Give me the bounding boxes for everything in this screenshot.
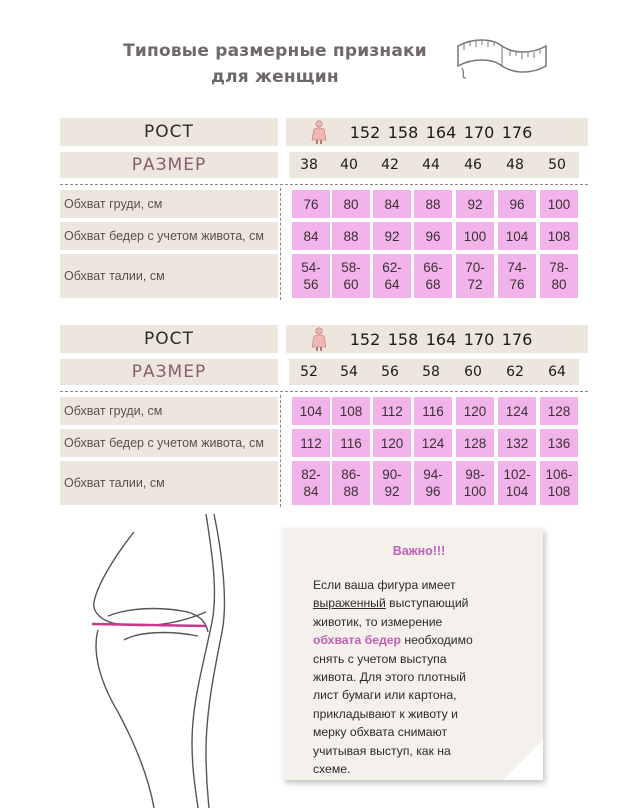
size-value: 50: [548, 157, 566, 173]
dashed-separator: [60, 391, 588, 392]
title-line-1: Типовые размерные признаки: [123, 41, 427, 61]
note-highlight: обхвата бедер: [313, 633, 401, 648]
note-segment: животик, то измерение: [313, 614, 443, 629]
measure-cell: 92: [456, 190, 494, 218]
note-segment: выступающий: [385, 596, 469, 611]
measure-cell: 96: [414, 222, 452, 250]
size-value: 42: [381, 157, 399, 173]
measure-cell: 70- 72: [456, 254, 494, 298]
note-line: [313, 742, 523, 760]
measure-cell: 124: [498, 397, 536, 425]
measure-cell: 100: [540, 190, 578, 218]
height-value: 164: [425, 330, 457, 349]
size-label: РАЗМЕР: [131, 155, 207, 175]
measure-cell: 98- 100: [456, 461, 494, 505]
measure-cell: 84: [292, 222, 330, 250]
height-label: РОСТ: [144, 329, 194, 349]
note-line: [313, 705, 523, 723]
measure-cell: 76: [292, 190, 330, 218]
note-underlined: выраженный: [313, 596, 386, 611]
size-value: 56: [381, 364, 399, 380]
note-line: [313, 668, 523, 686]
size-value: 58: [422, 364, 440, 380]
measure-cell: 116: [332, 429, 370, 457]
note-segment: необходимо: [400, 633, 473, 648]
height-value: 158: [387, 123, 419, 142]
measure-cell: 92: [373, 222, 411, 250]
dashed-column-separator: [280, 395, 281, 507]
measure-cell: 80: [332, 190, 370, 218]
measure-cell: 62- 64: [373, 254, 411, 298]
note-line: [313, 723, 523, 741]
measure-cell: 128: [540, 397, 578, 425]
measure-row-label: Обхват бедер с учетом живота, см: [64, 436, 264, 450]
measure-cell: 104: [292, 397, 330, 425]
note-segment: снять с учетом выступа: [313, 651, 447, 666]
note-segment: прикладывают к животу и: [313, 706, 458, 721]
measure-cell: 84: [373, 190, 411, 218]
size-value: 64: [548, 364, 566, 380]
measure-cell: 120: [456, 397, 494, 425]
body-measurement-sketch: [88, 512, 238, 808]
measure-cell: 66- 68: [414, 254, 452, 298]
height-label: РОСТ: [144, 122, 194, 142]
size-value: 62: [506, 364, 524, 380]
measure-row-label: Обхват талии, см: [64, 476, 165, 490]
dashed-separator: [60, 184, 588, 185]
size-value: 38: [300, 157, 318, 173]
size-table-2: [60, 325, 588, 515]
height-value: 164: [425, 123, 457, 142]
size-value: 60: [464, 364, 482, 380]
measure-cell: 108: [540, 222, 578, 250]
height-value: 176: [501, 123, 533, 142]
note-text: [313, 576, 523, 778]
note-segment: учитывая выступ, как на: [313, 743, 451, 758]
note-line: [313, 613, 523, 631]
measure-cell: 106- 108: [540, 461, 578, 505]
note-line: [313, 650, 523, 668]
size-value: 52: [300, 364, 318, 380]
measure-cell: 136: [540, 429, 578, 457]
measure-cell: 86- 88: [332, 461, 370, 505]
woman-figure-icon: [310, 120, 328, 144]
size-value: 40: [340, 157, 358, 173]
size-value: 44: [422, 157, 440, 173]
note-folded-corner: [503, 740, 543, 780]
measuring-tape-icon: [452, 34, 552, 80]
measure-cell: 88: [332, 222, 370, 250]
note-segment: схеме.: [313, 762, 351, 777]
note-title: Важно!!!: [392, 544, 446, 558]
dashed-column-separator: [280, 188, 281, 300]
size-label: РАЗМЕР: [131, 362, 207, 382]
note-line: [313, 631, 523, 649]
note-line: [313, 576, 523, 594]
height-value: 170: [463, 330, 495, 349]
note-segment: лист бумаги или картона,: [313, 688, 457, 703]
measure-cell: 96: [498, 190, 536, 218]
size-value: 46: [464, 157, 482, 173]
measure-cell: 120: [373, 429, 411, 457]
title-line-2: для женщин: [211, 67, 339, 87]
note-line: [313, 686, 523, 704]
note-segment: мерку обхвата снимают: [313, 725, 448, 740]
measure-cell: 58- 60: [332, 254, 370, 298]
height-value: 176: [501, 330, 533, 349]
height-value: 152: [349, 123, 381, 142]
measure-cell: 108: [332, 397, 370, 425]
measure-cell: 128: [456, 429, 494, 457]
measure-cell: 94- 96: [414, 461, 452, 505]
measure-cell: 116: [414, 397, 452, 425]
measure-cell: 100: [456, 222, 494, 250]
measure-row-label: Обхват груди, см: [64, 404, 163, 418]
height-value: 152: [349, 330, 381, 349]
page-title: [100, 38, 450, 90]
measure-cell: 102- 104: [498, 461, 536, 505]
measure-row-label: Обхват талии, см: [64, 269, 165, 283]
measure-cell: 112: [373, 397, 411, 425]
measure-cell: 132: [498, 429, 536, 457]
woman-figure-icon: [310, 327, 328, 351]
size-value: 48: [506, 157, 524, 173]
measure-cell: 82- 84: [292, 461, 330, 505]
measure-cell: 74- 76: [498, 254, 536, 298]
measure-cell: 90- 92: [373, 461, 411, 505]
measure-cell: 124: [414, 429, 452, 457]
measure-row-label: Обхват бедер с учетом живота, см: [64, 229, 264, 243]
height-value: 158: [387, 330, 419, 349]
important-note-card: [283, 528, 543, 780]
measure-cell: 88: [414, 190, 452, 218]
size-value: 54: [340, 364, 358, 380]
measure-cell: 54- 56: [292, 254, 330, 298]
measure-cell: 112: [292, 429, 330, 457]
note-line: [313, 760, 523, 778]
measure-cell: 104: [498, 222, 536, 250]
measure-row-label: Обхват груди, см: [64, 197, 163, 211]
note-segment: Если ваша фигура имеет: [313, 578, 456, 592]
size-table-1: [60, 118, 588, 308]
note-segment: живота. Для этого плотный: [313, 670, 466, 685]
measure-cell: 78- 80: [540, 254, 578, 298]
height-value: 170: [463, 123, 495, 142]
note-line: [313, 594, 523, 612]
